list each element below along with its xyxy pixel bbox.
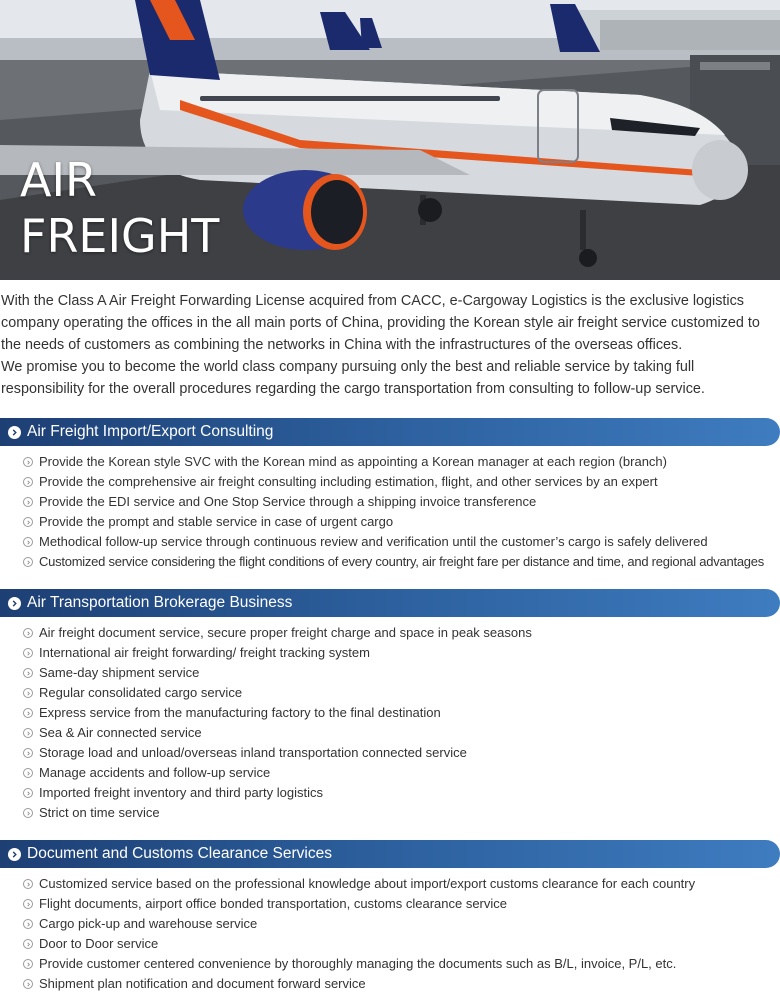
- list-item: [23, 552, 780, 572]
- hero-title-line2: FREIGHT: [20, 209, 220, 263]
- list-item-text: Sea & Air connected service: [39, 725, 202, 740]
- chevron-bullet-icon: [23, 688, 33, 698]
- chevron-bullet-icon: [23, 939, 33, 949]
- list-item-text: Same-day shipment service: [39, 665, 200, 680]
- list-item-text: Storage load and unload/overseas inland transportation connected service: [39, 745, 467, 760]
- chevron-bullet-icon: [23, 919, 33, 929]
- list-item: [23, 452, 780, 472]
- chevron-bullet-icon: [23, 648, 33, 658]
- list-item-text: Flight documents, airport office bonded transportation, customs clearance service: [39, 896, 507, 911]
- chevron-bullet-icon: [23, 879, 33, 889]
- chevron-bullet-icon: [23, 728, 33, 738]
- chevron-right-circle-icon: [8, 597, 21, 610]
- hero-banner: [0, 0, 780, 280]
- intro-paragraph-2: We promise you to become the world class company pursuing only the best and reliable service by taking full responsibility for the overall procedures regarding the cargo transportation from consulting to follow-up service.: [1, 359, 705, 397]
- list-item: [23, 803, 780, 823]
- list-item-text: Provide the EDI service and One Stop Service through a shipping invoice transference: [39, 494, 537, 509]
- list-item-text: Methodical follow-up service through continuous review and verification until the customer’s cargo is safely delivered: [39, 534, 708, 549]
- chevron-bullet-icon: [23, 457, 33, 467]
- list-item: [23, 763, 780, 783]
- chevron-bullet-icon: [23, 979, 33, 989]
- chevron-bullet-icon: [23, 668, 33, 678]
- list-item: [23, 723, 780, 743]
- chevron-bullet-icon: [23, 788, 33, 798]
- list-item: [23, 663, 780, 683]
- list-item-text: Provide the Korean style SVC with the Korean mind as appointing a Korean manager at each region (branch): [39, 454, 667, 469]
- list-item: [23, 743, 780, 763]
- chevron-bullet-icon: [23, 517, 33, 527]
- chevron-bullet-icon: [23, 959, 33, 969]
- chevron-bullet-icon: [23, 537, 33, 547]
- chevron-bullet-icon: [23, 477, 33, 487]
- chevron-right-circle-icon: [8, 426, 21, 439]
- section-header: [0, 418, 780, 446]
- list-item: [23, 894, 780, 914]
- list-item-text: Cargo pick-up and warehouse service: [39, 916, 258, 931]
- list-item-text: Shipment plan notification and document forward service: [39, 976, 366, 991]
- list-item: [23, 703, 780, 723]
- section-brokerage: [0, 589, 780, 823]
- section-consulting: [0, 418, 780, 572]
- list-item-text: Manage accidents and follow-up service: [39, 765, 271, 780]
- hero-title: [20, 152, 219, 264]
- list-item-text: International air freight forwarding/ freight tracking system: [39, 645, 370, 660]
- list-item-text: Strict on time service: [39, 805, 160, 820]
- section-item-list: [0, 874, 780, 994]
- section-item-list: [0, 452, 780, 572]
- section-title: Document and Customs Clearance Services: [27, 845, 332, 862]
- chevron-bullet-icon: [23, 808, 33, 818]
- list-item-text: Regular consolidated cargo service: [39, 685, 243, 700]
- section-customs: [0, 840, 780, 994]
- list-item: [23, 783, 780, 803]
- section-header: [0, 589, 780, 617]
- list-item-text: Imported freight inventory and third party logistics: [39, 785, 323, 800]
- list-item: [23, 532, 780, 552]
- intro-text: [1, 290, 779, 400]
- chevron-bullet-icon: [23, 628, 33, 638]
- list-item: [23, 954, 780, 974]
- chevron-bullet-icon: [23, 497, 33, 507]
- list-item: [23, 683, 780, 703]
- list-item: [23, 623, 780, 643]
- list-item: [23, 974, 780, 994]
- list-item-text: Customized service based on the professional knowledge about import/export customs clearance for each country: [39, 876, 696, 891]
- list-item-text: Express service from the manufacturing factory to the final destination: [39, 705, 441, 720]
- list-item: [23, 643, 780, 663]
- list-item-text: Air freight document service, secure proper freight charge and space in peak seasons: [39, 625, 532, 640]
- section-item-list: [0, 623, 780, 823]
- list-item: [23, 492, 780, 512]
- list-item-text: Provide customer centered convenience by thoroughly managing the documents such as B/L, invoice, P/L, etc.: [39, 956, 677, 971]
- list-item-text: Door to Door service: [39, 936, 159, 951]
- section-title: Air Transportation Brokerage Business: [27, 594, 293, 611]
- list-item: [23, 934, 780, 954]
- hero-title-line1: AIR: [20, 153, 97, 207]
- section-title: Air Freight Import/Export Consulting: [27, 423, 274, 440]
- list-item-text: Provide the prompt and stable service in case of urgent cargo: [39, 514, 394, 529]
- list-item: [23, 874, 780, 894]
- chevron-bullet-icon: [23, 899, 33, 909]
- chevron-bullet-icon: [23, 748, 33, 758]
- list-item: [23, 914, 780, 934]
- chevron-right-circle-icon: [8, 848, 21, 861]
- section-header: [0, 840, 780, 868]
- chevron-bullet-icon: [23, 768, 33, 778]
- chevron-bullet-icon: [23, 557, 33, 567]
- list-item: [23, 512, 780, 532]
- intro-paragraph-1: With the Class A Air Freight Forwarding License acquired from CACC, e-Cargoway Logistics is the exclusive logistics company operating the offices in the all main ports of China, providing the Korean style air freight service customized to the needs of customers as combining the networks in China with the infrastructures of the overseas offices.: [1, 293, 760, 353]
- list-item: [23, 472, 780, 492]
- list-item-text: Provide the comprehensive air freight consulting including estimation, flight, and other services by an expert: [39, 474, 658, 489]
- chevron-bullet-icon: [23, 708, 33, 718]
- list-item-text: Customized service considering the flight conditions of every country, air freight fare per distance and time, and regional advantages: [39, 554, 765, 569]
